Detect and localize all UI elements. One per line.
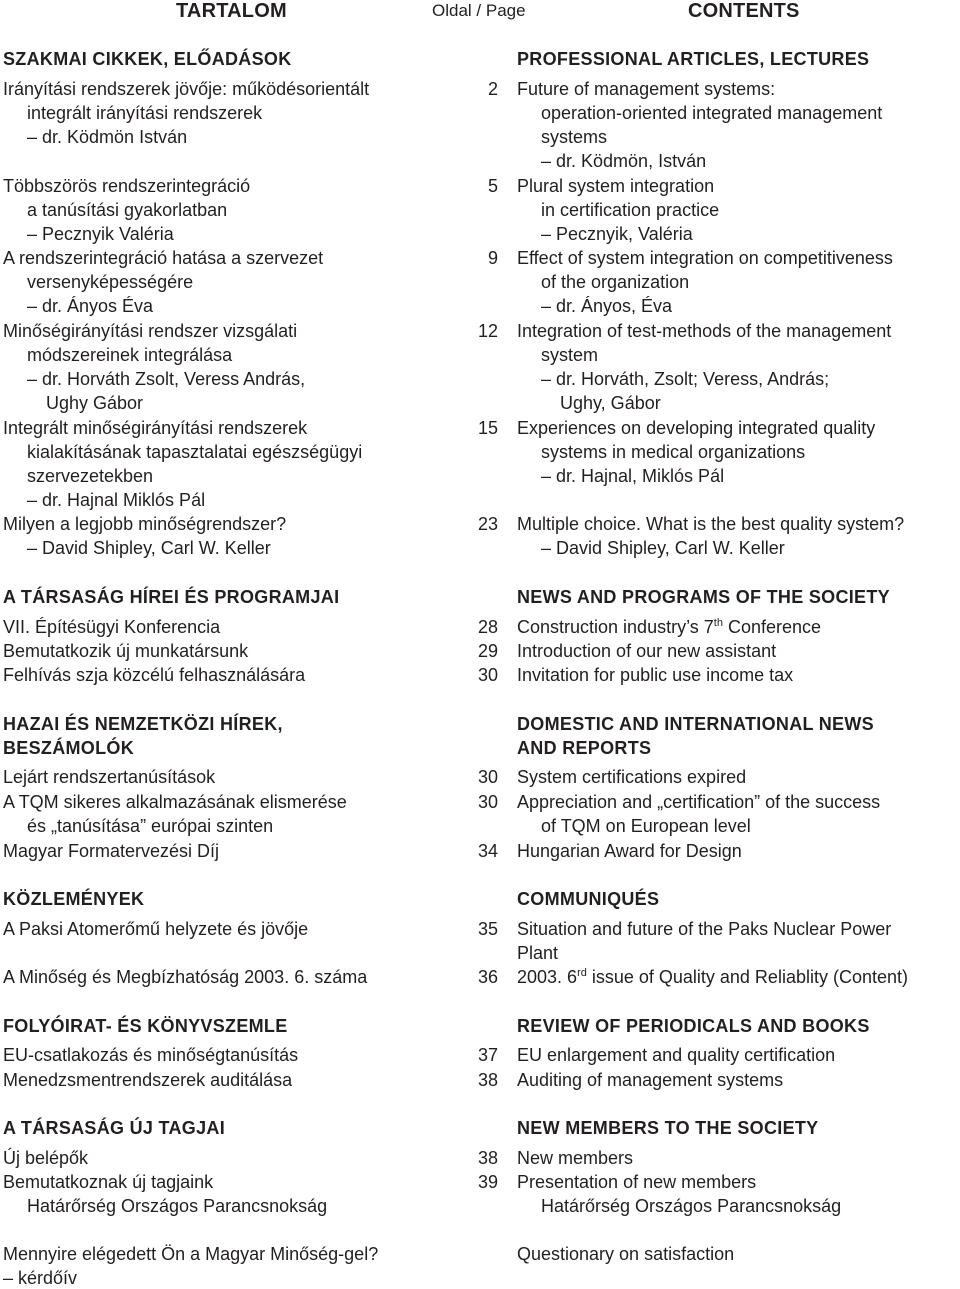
toc-author-en: – Pecznyik, Valéria: [541, 224, 693, 244]
entry-text: 2003. 6: [517, 967, 578, 987]
toc-author-hu: – dr. Horváth Zsolt, Veress András,: [27, 369, 306, 389]
toc-entry-hu: a tanúsítási gyakorlatban: [27, 200, 228, 220]
section-title-hu: HAZAI ÉS NEMZETKÖZI HÍREK,: [3, 714, 283, 734]
toc-author-en: – dr. Hajnal, Miklós Pál: [541, 466, 725, 486]
toc-entry-hu: és „tanúsítása” európai szinten: [27, 816, 274, 836]
toc-author-hu: – Pecznyik Valéria: [27, 224, 174, 244]
toc-author-en: – dr. Ködmön, István: [541, 151, 707, 171]
toc-entry-en: Presentation of new members: [517, 1172, 757, 1192]
entry-text: Conference: [722, 617, 822, 637]
section-title-hu: BESZÁMOLÓK: [3, 738, 134, 758]
toc-entry-en: Multiple choice. What is the best quality system?: [517, 514, 905, 534]
page-number: 30: [477, 767, 498, 787]
toc-author-hu: – David Shipley, Carl W. Keller: [27, 538, 271, 558]
toc-entry-hu: kialakításának tapasztalatai egészségügyi: [27, 442, 363, 462]
toc-entry-en: of the organization: [541, 272, 690, 292]
section-title-hu: SZAKMAI CIKKEK, ELŐADÁSOK: [3, 49, 292, 69]
toc-entry-en: Hungarian Award for Design: [517, 841, 742, 861]
section-title-en: COMMUNIQUÉS: [517, 889, 660, 909]
page-number: 5: [487, 176, 498, 196]
ordinal-suffix: rd: [577, 967, 587, 979]
toc-author-hu: – dr. Ködmön István: [27, 127, 188, 147]
page-number: 29: [477, 641, 498, 661]
section-title-hu: KÖZLEMÉNYEK: [3, 889, 145, 909]
toc-entry-hu: Integrált minőségirányítási rendszerek: [3, 418, 308, 438]
toc-entry-en: systems: [541, 127, 608, 147]
toc-entry-hu: integrált irányítási rendszerek: [27, 103, 263, 123]
contents-header-en: CONTENTS: [688, 0, 800, 22]
page-number: 9: [487, 248, 498, 268]
toc-entry-en: Invitation for public use income tax: [517, 665, 794, 685]
toc-entry-hu: Magyar Formatervezési Díj: [3, 841, 220, 861]
toc-entry-hu: szervezetekben: [27, 466, 154, 486]
section-title-hu: A TÁRSASÁG ÚJ TAGJAI: [3, 1118, 226, 1138]
page-number: 12: [477, 321, 498, 341]
section-title-en: AND REPORTS: [517, 738, 652, 758]
toc-entry-en: system: [541, 345, 599, 365]
toc-entry-en: System certifications expired: [517, 767, 747, 787]
toc-entry-en: Határőrség Országos Parancsnokság: [541, 1196, 842, 1216]
toc-entry-hu: Felhívás szja közcélú felhasználására: [3, 665, 306, 685]
page-number: 2: [487, 79, 498, 99]
toc-entry-hu: Bemutatkoznak új tagjaink: [3, 1172, 214, 1192]
section-title-en: NEWS AND PROGRAMS OF THE SOCIETY: [517, 587, 890, 607]
toc-entry-en: Auditing of management systems: [517, 1070, 784, 1090]
toc-entry-en: Future of management systems:: [517, 79, 776, 99]
toc-entry-en: EU enlargement and quality certification: [517, 1045, 836, 1065]
toc-entry-en: Plural system integration: [517, 176, 715, 196]
page-number: 37: [477, 1045, 498, 1065]
toc-author-hu: Ughy Gábor: [46, 393, 144, 413]
page-column-header: Oldal / Page: [432, 1, 526, 20]
toc-entry-hu: VII. Építésügyi Konferencia: [3, 617, 221, 637]
toc-entry-en: in certification practice: [541, 200, 720, 220]
toc-entry-hu: EU-csatlakozás és minőségtanúsítás: [3, 1045, 299, 1065]
toc-entry-en: Plant: [517, 943, 559, 963]
toc-entry-en: Appreciation and „certification” of the success: [517, 792, 881, 812]
section-title-hu: FOLYÓIRAT- ÉS KÖNYVSZEMLE: [3, 1016, 288, 1036]
toc-entry-en: Questionary on satisfaction: [517, 1244, 735, 1264]
toc-entry-en: [517, 616, 821, 638]
page-number: 36: [477, 967, 498, 987]
toc-entry-hu: – kérdőív: [3, 1268, 78, 1288]
toc-entry-hu: Irányítási rendszerek jövője: működésorientált: [3, 79, 370, 99]
section-title-en: NEW MEMBERS TO THE SOCIETY: [517, 1118, 819, 1138]
section-title-en: PROFESSIONAL ARTICLES, LECTURES: [517, 49, 870, 69]
section-title-en: DOMESTIC AND INTERNATIONAL NEWS: [517, 714, 874, 734]
toc-entry-hu: módszereinek integrálása: [27, 345, 233, 365]
toc-entry-hu: Minőségirányítási rendszer vizsgálati: [3, 321, 298, 341]
toc-entry-en: New members: [517, 1148, 634, 1168]
toc-author-en: – dr. Horváth, Zsolt; Veress, András;: [541, 369, 830, 389]
entry-text: Construction industry’s 7: [517, 617, 714, 637]
toc-entry-hu: A TQM sikeres alkalmazásának elismerése: [3, 792, 347, 812]
page-number: 30: [477, 792, 498, 812]
toc-entry-hu: Mennyire elégedett Ön a Magyar Minőség-gel?: [3, 1244, 379, 1264]
toc-entry-en: operation-oriented integrated management: [541, 103, 883, 123]
toc-author-hu: – dr. Ányos Éva: [27, 296, 154, 316]
toc-author-en: Ughy, Gábor: [560, 393, 661, 413]
toc-entry-en: Experiences on developing integrated quality: [517, 418, 876, 438]
page-number: 30: [477, 665, 498, 685]
contents-header-hu: TARTALOM: [176, 0, 287, 22]
toc-entry-hu: Milyen a legjobb minőségrendszer?: [3, 514, 287, 534]
page-number: 28: [477, 617, 498, 637]
toc-entry-hu: Határőrség Országos Parancsnokság: [27, 1196, 328, 1216]
page-number: 39: [477, 1172, 498, 1192]
page-number: 23: [477, 514, 498, 534]
ordinal-suffix: th: [713, 617, 723, 629]
section-title-en: REVIEW OF PERIODICALS AND BOOKS: [517, 1016, 870, 1036]
toc-entry-hu: versenyképességére: [27, 272, 194, 292]
toc-entry-en: [517, 966, 908, 988]
toc-entry-hu: Menedzsmentrendszerek auditálása: [3, 1070, 293, 1090]
page-number: 34: [477, 841, 498, 861]
toc-author-en: – David Shipley, Carl W. Keller: [541, 538, 785, 558]
page-number: 15: [477, 418, 498, 438]
toc-entry-en: Integration of test-methods of the management: [517, 321, 892, 341]
toc-entry-hu: Új belépők: [3, 1148, 89, 1168]
page-number: 35: [477, 919, 498, 939]
section-title-hu: A TÁRSASÁG HÍREI ÉS PROGRAMJAI: [3, 587, 340, 607]
toc-entry-hu: Lejárt rendszertanúsítások: [3, 767, 216, 787]
toc-entry-en: systems in medical organizations: [541, 442, 806, 462]
toc-entry-en: Situation and future of the Paks Nuclear Power: [517, 919, 892, 939]
toc-entry-hu: A Minőség és Megbízhatóság 2003. 6. száma: [3, 967, 368, 987]
toc-entry-hu: A rendszerintegráció hatása a szervezet: [3, 248, 324, 268]
toc-entry-hu: A Paksi Atomerőmű helyzete és jövője: [3, 919, 309, 939]
toc-entry-en: Effect of system integration on competitiveness: [517, 248, 893, 268]
toc-entry-hu: Többszörös rendszerintegráció: [3, 176, 251, 196]
toc-entry-en: of TQM on European level: [541, 816, 751, 836]
page-number: 38: [477, 1070, 498, 1090]
entry-text: issue of Quality and Reliablity (Content): [586, 967, 908, 987]
toc-entry-hu: Bemutatkozik új munkatársunk: [3, 641, 249, 661]
page-number: 38: [477, 1148, 498, 1168]
toc-entry-en: Introduction of our new assistant: [517, 641, 777, 661]
toc-author-hu: – dr. Hajnal Miklós Pál: [27, 490, 206, 510]
toc-author-en: – dr. Ányos, Éva: [541, 296, 673, 316]
